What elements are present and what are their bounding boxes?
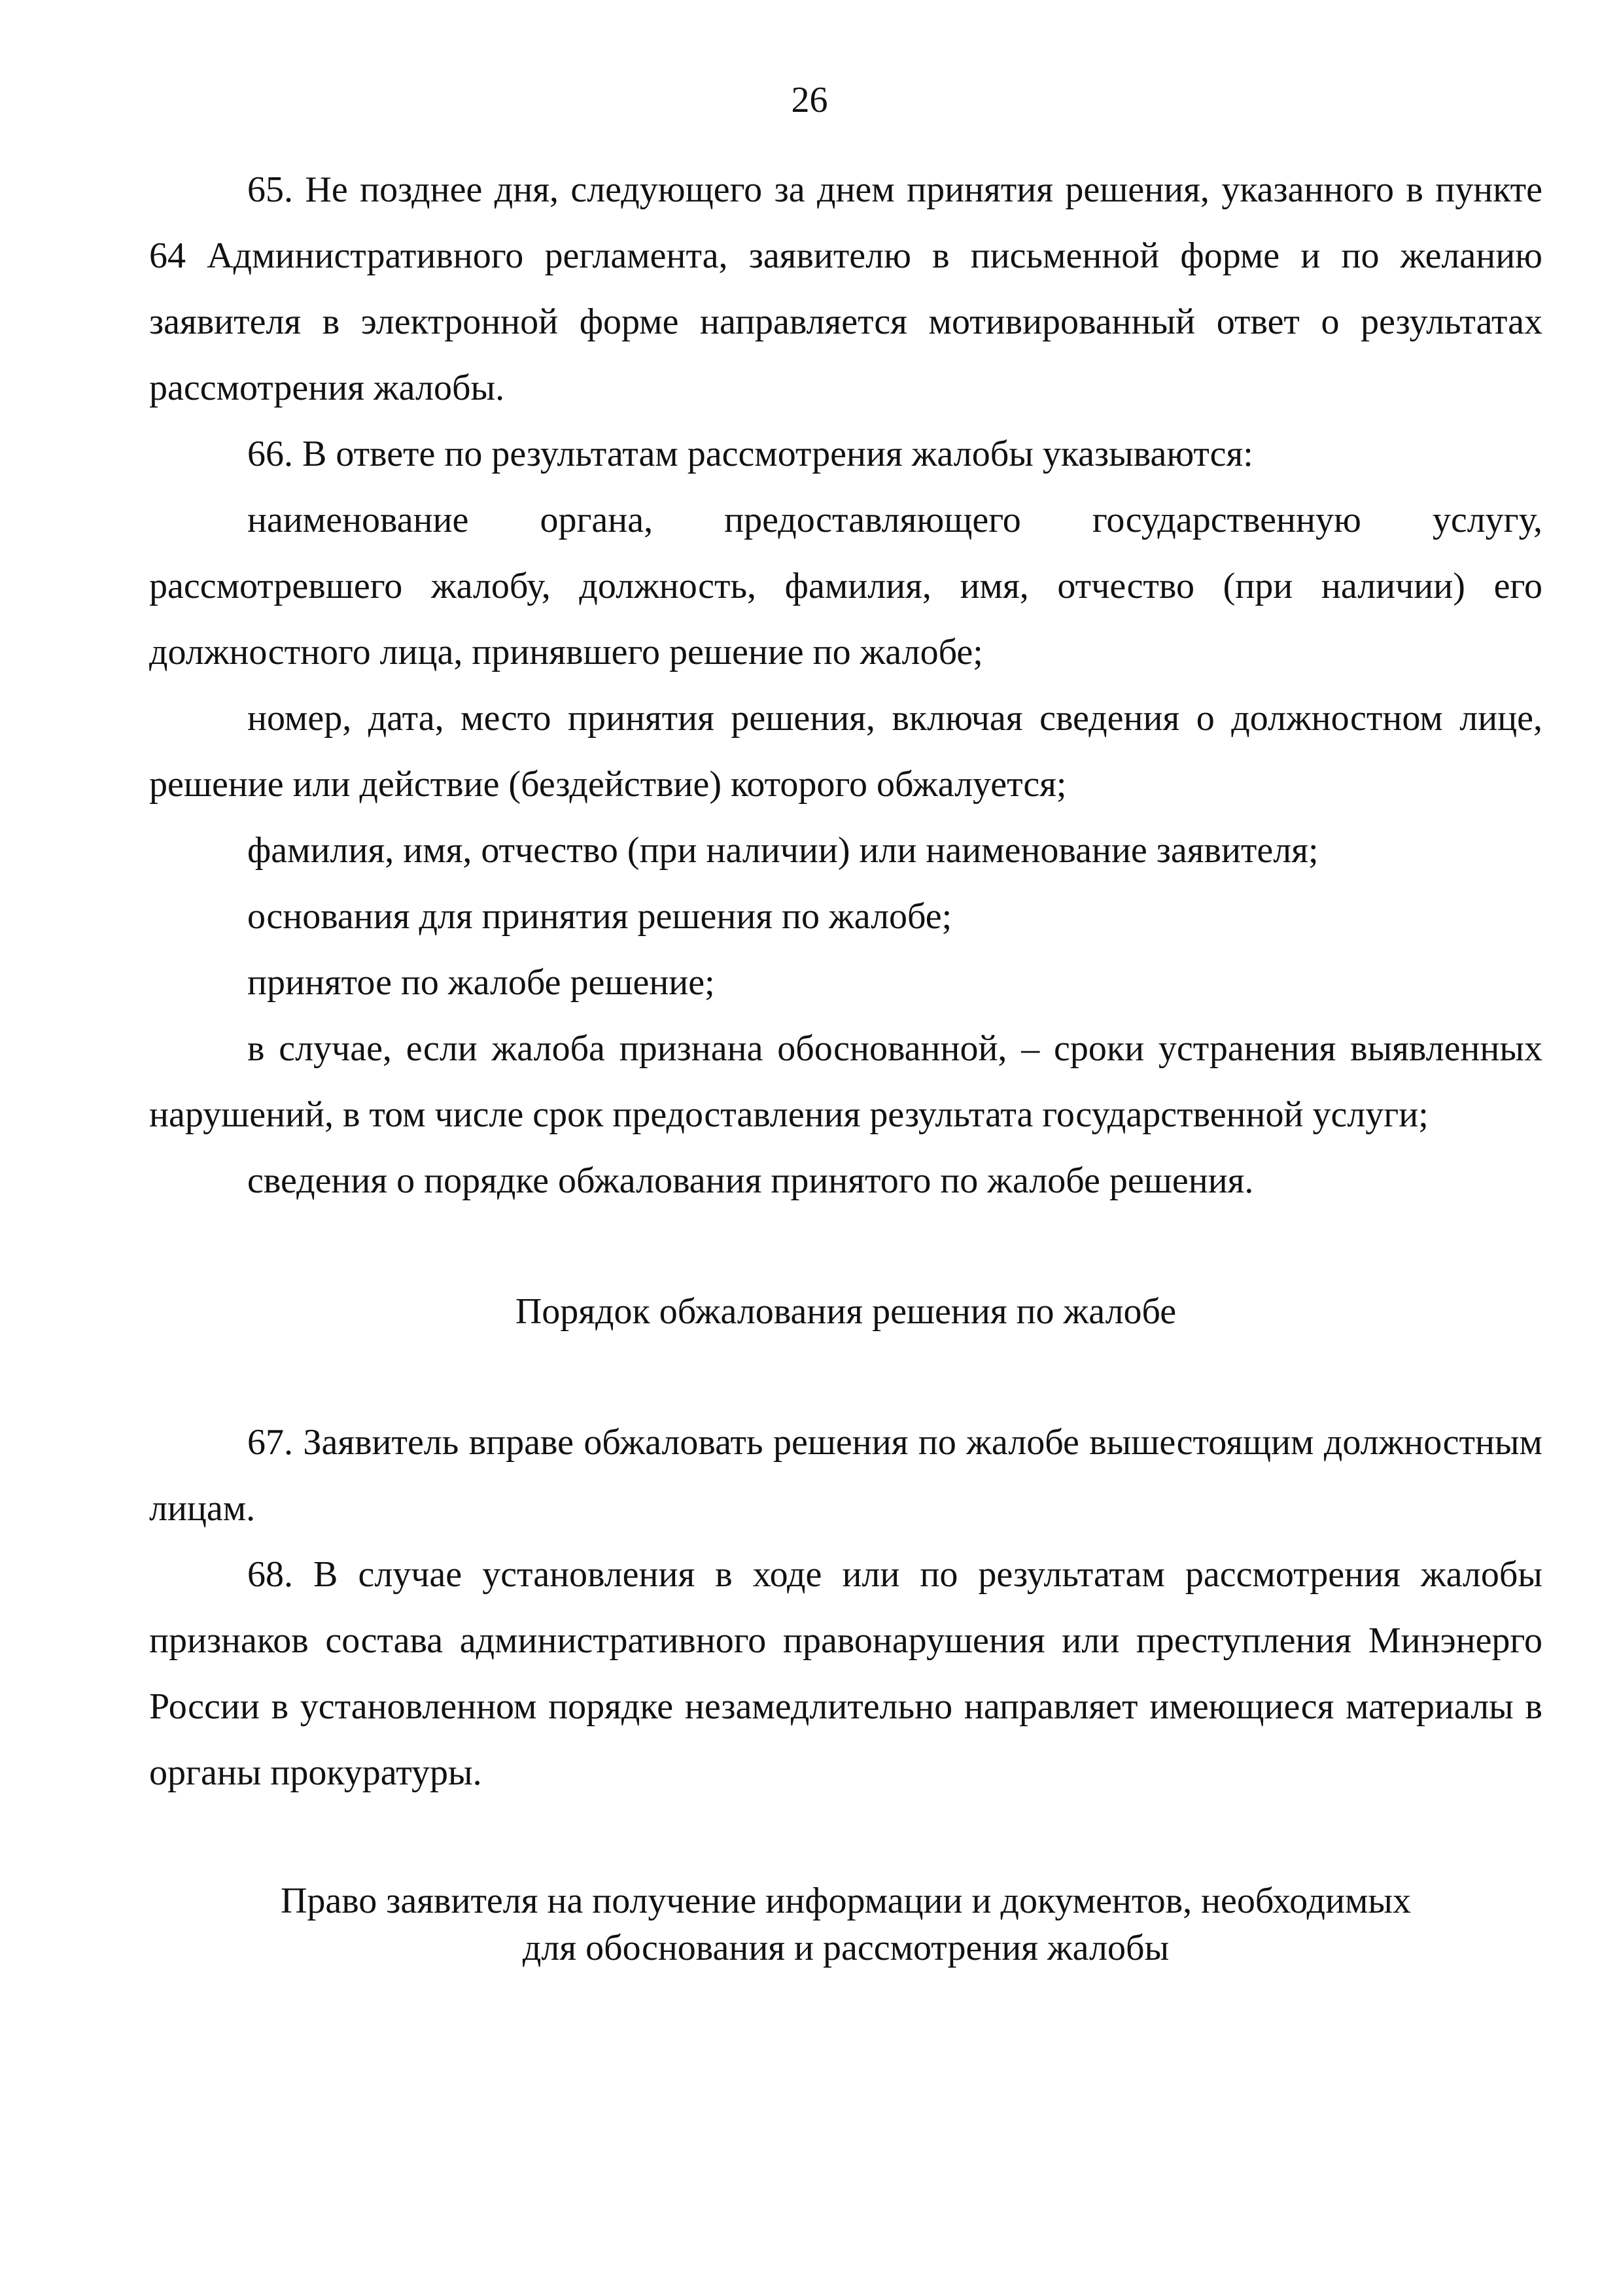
page-number: 26 xyxy=(791,80,828,120)
paragraph-65: 65. Не позднее дня, следующего за днем принятия решения, указанного в пункте 64 Административного регламента, заявителю в письменной форме и по желанию заявителя в электронной форме направляется мотивированный ответ о результатах рассмотрения жалобы. xyxy=(149,169,1542,408)
list-item-decision: принятое по жалобе решение; xyxy=(247,962,715,1003)
section-heading-rights-line1: Право заявителя на получение информации и документов, необходимых xyxy=(280,1881,1412,1921)
list-item-grounds: основания для принятия решения по жалобе; xyxy=(247,896,952,937)
paragraph-67: 67. Заявитель вправе обжаловать решения по жалобе вышестоящим должностным лицам. xyxy=(149,1422,1542,1529)
section-heading-appeal: Порядок обжалования решения по жалобе xyxy=(515,1291,1177,1332)
section-heading-rights xyxy=(149,1871,1542,1972)
list-item-decision-number: номер, дата, место принятия решения, включая сведения о должностном лице, решение или действие (бездействие) которого обжалуется; xyxy=(149,698,1542,805)
paragraph-68: 68. В случае установления в ходе или по результатам рассмотрения жалобы признаков состава административного правонарушения или преступления Минэнерго России в установленном порядке незамедлительно направляет имеющиеся материалы в органы прокуратуры. xyxy=(149,1554,1542,1793)
list-item-deadlines: в случае, если жалоба признана обоснованной, – сроки устранения выявленных нарушений, в том числе срок предоставления результата государственной услуги; xyxy=(149,1028,1542,1135)
paragraph-66: 66. В ответе по результатам рассмотрения жалобы указываются: xyxy=(247,434,1253,474)
list-item-appeal-procedure: сведения о порядке обжалования принятого по жалобе решения. xyxy=(247,1160,1254,1201)
list-item-authority: наименование органа, предоставляющего государственную услугу, рассмотревшего жалобу, должность, фамилия, имя, отчество (при наличии) его должностного лица, принявшего решение по жалобе; xyxy=(149,500,1542,672)
section-heading-rights-line2: для обоснования и рассмотрения жалобы xyxy=(522,1928,1170,1968)
document-body xyxy=(149,157,1542,1972)
list-item-applicant-name: фамилия, имя, отчество (при наличии) или наименование заявителя; xyxy=(247,830,1319,871)
